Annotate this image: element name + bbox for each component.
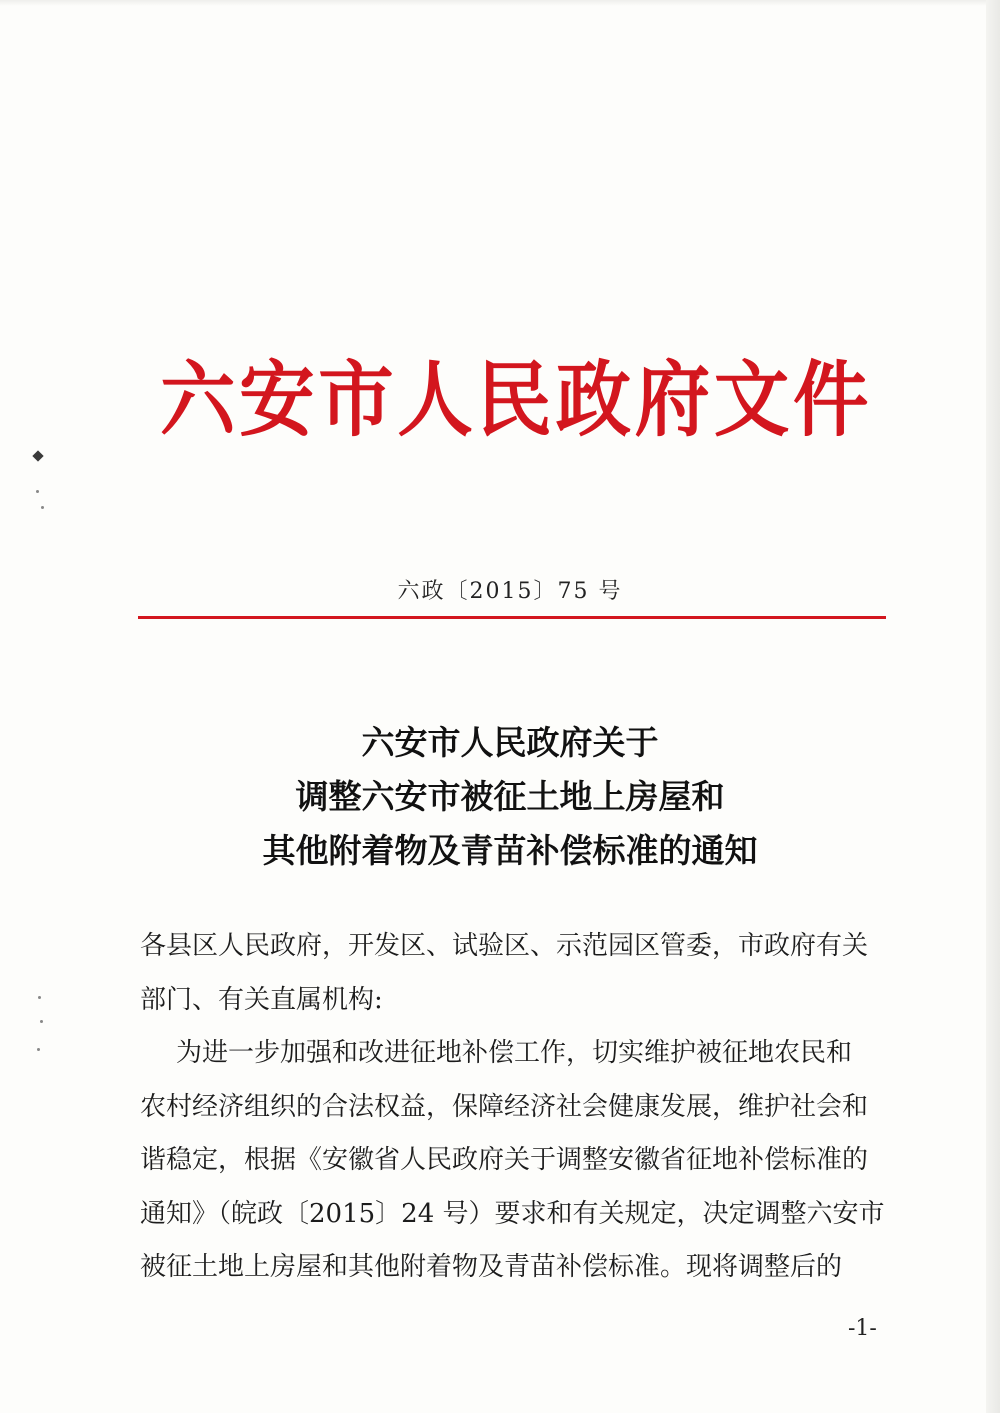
binding-mark: [38, 996, 41, 999]
title-line-3: 其他附着物及青苗补偿标准的通知: [262, 831, 758, 870]
title-line-1: 六安市人民政府关于: [361, 723, 659, 762]
addressee-line: 部门、有关直属机构:: [140, 984, 383, 1015]
title-line-2: 调整六安市被征土地上房屋和: [295, 777, 725, 816]
paragraph-line: 被征土地上房屋和其他附着物及青苗补偿标准。现将调整后的: [140, 1252, 843, 1282]
paragraph-line: 农村经济组织的合法权益，保障经济社会健康发展，维护社会和: [140, 1091, 869, 1122]
paragraph-line: 为进一步加强和改进征地补偿工作，切实维护被征地农民和: [176, 1038, 853, 1068]
addressee-line: 各县区人民政府，开发区、试验区、示范园区管委，市政府有关: [140, 931, 869, 961]
document-body: [140, 920, 900, 1295]
document-number: 六政〔2015〕75 号: [397, 579, 623, 604]
document-title: [120, 716, 900, 878]
scan-shadow-top: [0, 0, 1000, 6]
binding-mark: [32, 450, 43, 461]
paragraph-line: 通知》（皖政〔2015〕24 号）要求和有关规定，决定调整六安市: [140, 1198, 885, 1229]
binding-mark: [40, 1020, 43, 1023]
page-number: -1-: [848, 1316, 877, 1341]
paragraph-line: 谐稳定，根据《安徽省人民政府关于调整安徽省征地补偿标准的: [140, 1145, 869, 1175]
binding-mark: [36, 490, 39, 493]
red-divider-line: [138, 616, 886, 619]
binding-mark: [41, 506, 44, 509]
scan-shadow-right: [986, 0, 1000, 1413]
binding-mark: [37, 1048, 40, 1051]
issuer-masthead: 六安市人民政府文件: [160, 352, 873, 448]
